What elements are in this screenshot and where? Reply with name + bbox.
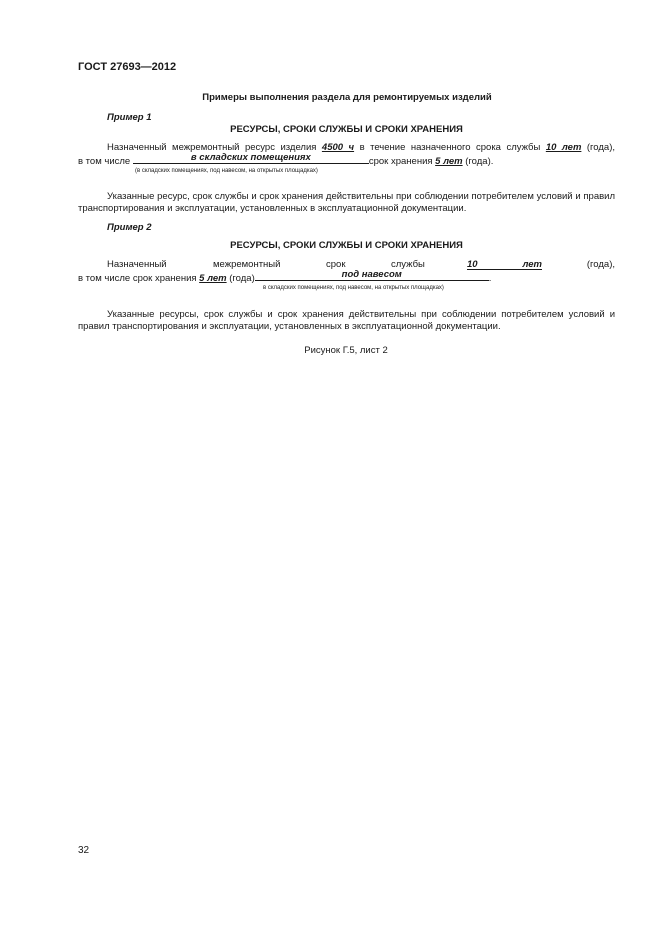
example-1-line-2 bbox=[78, 154, 615, 167]
ex2-line2-text-b: (года) bbox=[226, 273, 255, 284]
ex2-life-value: 10 bbox=[467, 259, 478, 270]
ex2-word-2: межремонтный bbox=[213, 259, 281, 270]
example-2-hint: в складских помещениях, под навесом, на открытых площадках) bbox=[263, 285, 444, 291]
example-1-paragraph: Указанные ресурс, срок службы и срок хранения действительны при соблюдении потребителем условий и правил транспортирования и эксплуатации, установленных в эксплуатационной документации. bbox=[78, 191, 615, 214]
example-1-title: РЕСУРСЫ, СРОКИ СЛУЖБЫ И СРОКИ ХРАНЕНИЯ bbox=[230, 124, 463, 135]
ex1-line1-text-c: (года), bbox=[581, 142, 616, 153]
ex1-storage-place-value: в складских помещениях bbox=[190, 152, 311, 163]
example-2-label: Пример 2 bbox=[107, 222, 152, 233]
ex2-line2-text-a: в том числе срок хранения bbox=[78, 273, 200, 284]
ex2-word-4: службы bbox=[391, 259, 425, 270]
ex1-line1-text-b: в течение назначенного срока службы bbox=[354, 142, 546, 153]
ex1-life-value: 10 лет bbox=[545, 142, 582, 153]
ex1-storage-place-blank bbox=[133, 154, 369, 164]
example-1-label: Пример 1 bbox=[107, 112, 152, 123]
ex2-word-3: срок bbox=[326, 259, 346, 270]
page-number: 32 bbox=[78, 845, 90, 856]
ex2-storage-place-blank bbox=[255, 271, 489, 281]
ex1-line2-text-a: в том числе bbox=[78, 156, 133, 167]
ex2-line1-end: (года), bbox=[586, 259, 615, 270]
ex2-storage-value: 5 лет bbox=[199, 273, 227, 284]
example-2-line-2 bbox=[78, 271, 615, 284]
ex2-word-1: Назначенный bbox=[107, 259, 167, 270]
ex2-line2-text-c: . bbox=[488, 273, 492, 284]
ex1-storage-value: 5 лет bbox=[435, 156, 463, 167]
example-1-hint: (в складских помещениях, под навесом, на открытых площадках) bbox=[135, 168, 318, 174]
ex1-line1-text-a: Назначенный межремонтный ресурс изделия bbox=[107, 142, 322, 153]
section-title: Примеры выполнения раздела для ремонтируемых изделий bbox=[202, 92, 492, 103]
ex1-line2-text-b: срок хранения bbox=[368, 156, 436, 167]
ex2-life-unit: лет bbox=[522, 259, 542, 270]
ex1-resource-value: 4500 ч bbox=[321, 142, 355, 153]
ex2-storage-place-value: под навесом bbox=[341, 269, 402, 280]
figure-caption: Рисунок Г.5, лист 2 bbox=[304, 345, 388, 356]
example-2-title: РЕСУРСЫ, СРОКИ СЛУЖБЫ И СРОКИ ХРАНЕНИЯ bbox=[230, 240, 463, 251]
ex1-line2-text-c: (года). bbox=[462, 156, 494, 167]
example-2-paragraph: Указанные ресурсы, срок службы и срок хранения действительны при соблюдении потребителем условий и правил транспортирования и эксплуатации, установленных в эксплуатационной документации. bbox=[78, 309, 615, 332]
document-header: ГОСТ 27693—2012 bbox=[78, 61, 177, 73]
